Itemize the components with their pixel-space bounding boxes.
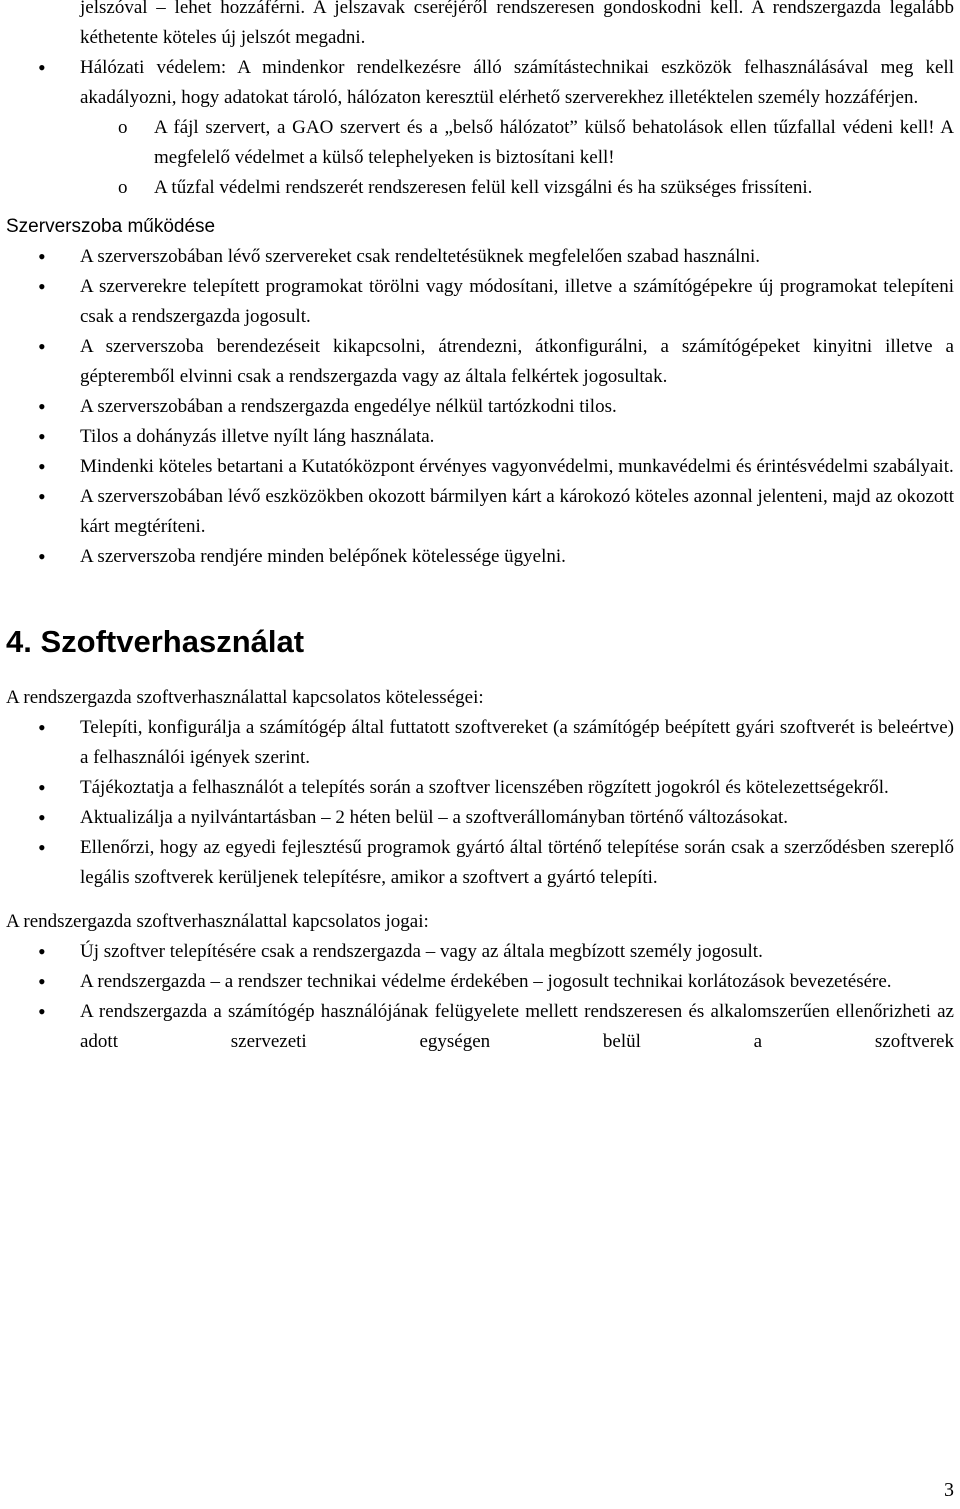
server-room-bullet: • A szerverszobában a rendszergazda engedélye nélkül tartózkodni tilos. [0,392,960,422]
duty-item: • Tájékoztatja a felhasználót a telepítés során a szoftver licenszében rögzített jogokról és kötelezettségekről. [0,773,960,803]
server-room-bullet: • Mindenki köteles betartani a Kutatóközpont érvényes vagyonvédelmi, munkavédelmi és érintésvédelmi szabályait. [0,452,960,482]
server-room-bullet: • A szerverszobában lévő eszközökben okozott bármilyen kárt a károkozó köteles azonnal jelenteni, majd az okozott kárt megtéríteni. [0,482,960,542]
right-item: • Új szoftver telepítésére csak a rendszergazda – vagy az általa megbízott személy jogosult. [0,937,960,967]
server-room-bullet: • A szerverekre telepített programokat törölni vagy módosítani, illetve a számítógépekre új programokat telepíteni csak a rendszergazda jogosult. [0,272,960,332]
rights-intro: A rendszergazda szoftverhasználattal kapcsolatos jogai: [6,911,429,932]
duty-item: • Ellenőrzi, hogy az egyedi fejlesztésű programok gyártó által történő telepítése során csak a szerződésben szereplő legális szoftverek kerüljenek telepítésre, amikor a szoftvert a gyártó telepíti. [0,833,960,893]
section-title: 4. Szoftverhasználat [6,624,305,659]
duty-item: • Aktualizálja a nyilvántartásban – 2 héten belül – a szoftverállományban történő változásokat. [0,803,960,833]
duty-item: • Telepíti, konfigurálja a számítógép által futtatott szoftvereket (a számítógép beépített gyári szoftverét is beleértve) a felhasználói igények szerint. [0,713,960,773]
server-room-bullet: • A szerverszoba berendezéseit kikapcsolni, átrendezni, átkonfigurálni, a számítógépeket kinyitni illetve a gépteremből elvinni csak a rendszergazda vagy az általa felkértek jogosultak. [0,332,960,392]
right-item: • A rendszergazda – a rendszer technikai védelme érdekében – jogosult technikai korlátozások bevezetésére. [0,967,960,997]
duties-intro: A rendszergazda szoftverhasználattal kapcsolatos kötelességei: [6,687,484,708]
server-room-heading: Szerverszoba működése [6,216,216,237]
sub-item-firewall-review: o A tűzfal védelmi rendszerét rendszeresen felül kell vizsgálni és ha szükséges frissíteni. [0,173,960,203]
bullet-network-protection: • Hálózati védelem: A mindenkor rendelkezésre álló számítástechnikai eszközök felhasználásával meg kell akadályozni, hogy adatokat tároló, hálózaton keresztül elérhető szerverekhez illetéktelen személy hozzáférjen. [0,53,960,113]
sub-item-firewall: o A fájl szervert, a GAO szervert és a „belső hálózatot” külső behatolások ellen tűzfallal védeni kell! A megfelelő védelmet a külső telephelyeken is biztosítani kell! [0,113,960,173]
right-item: • A rendszergazda a számítógép használójának felügyelete mellett rendszeresen és alkalomszerűen ellenőrizheti az adott szervezeti egységen belül a szoftverek [0,997,960,1057]
paragraph-password: jelszóval – lehet hozzáférni. A jelszavak cseréjéről rendszeresen gondoskodni kell. A rendszergazda legalább kéthetente köteles új jelszót megadni. [80,0,954,48]
server-room-bullet: • A szerverszobában lévő szervereket csak rendeltetésüknek megfelelően szabad használni. [0,242,960,272]
server-room-bullet: • Tilos a dohányzás illetve nyílt láng használata. [0,422,960,452]
page-number: 3 [944,1479,954,1501]
server-room-bullet: • A szerverszoba rendjére minden belépőnek kötelessége ügyelni. [0,542,960,572]
